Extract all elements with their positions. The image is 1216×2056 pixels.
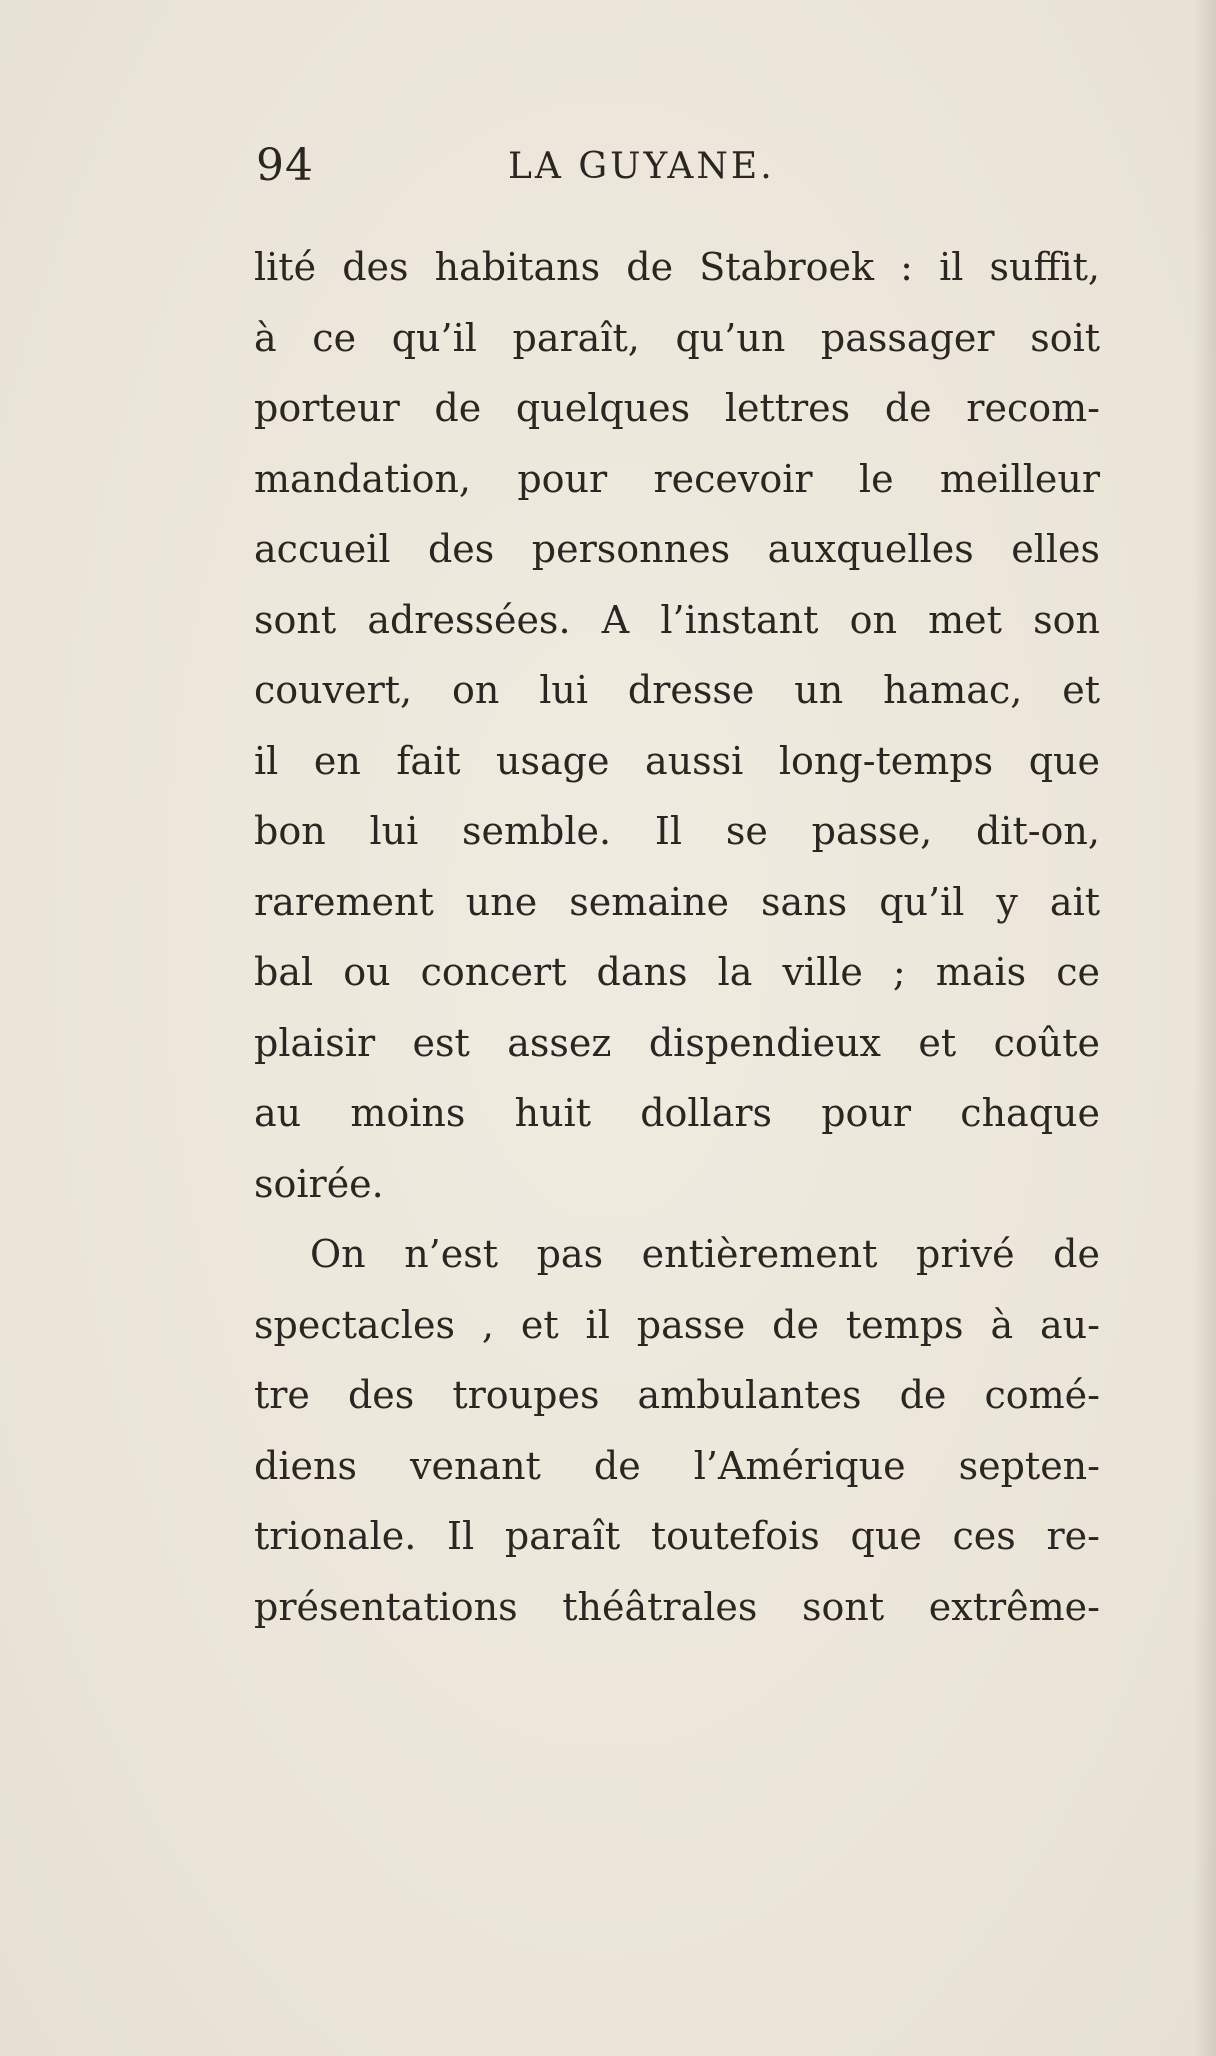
running-title: LA GUYANE. [508, 146, 775, 187]
text-line: au moins huit dollars pour chaque [254, 1091, 1100, 1135]
text-line: porteur de quelques lettres de recom- [254, 386, 1100, 430]
text-line: lité des habitans de Stabroek : il suffit, [254, 245, 1100, 289]
text-line: présentations théâtrales sont extrême- [254, 1584, 1100, 1629]
text-line: diens venant de l’Amérique septen- [254, 1443, 1100, 1488]
text-line-paragraph-end: soirée. [254, 1161, 384, 1206]
page-number: 94 [256, 140, 314, 191]
text-line: mandation, pour recevoir le meilleur [254, 456, 1100, 501]
text-line: accueil des personnes auxquelles elles [254, 527, 1100, 571]
page-gutter-shadow [1194, 0, 1216, 2056]
text-line: sont adressées. A l’instant on met son [254, 597, 1100, 642]
text-line-paragraph-start: On n’est pas entièrement privé de [310, 1232, 1100, 1276]
text-line: il en fait usage aussi long-temps que [254, 738, 1100, 783]
text-line: bal ou concert dans la ville ; mais ce [254, 950, 1100, 994]
text-line: couvert, on lui dresse un hamac, et [254, 668, 1100, 712]
page-header [256, 140, 1096, 210]
text-line: trionale. Il paraît toutefois que ces re- [254, 1514, 1100, 1558]
text-line: plaisir est assez dispendieux et coûte [254, 1020, 1100, 1065]
body-text [254, 232, 1100, 1642]
text-line: tre des troupes ambulantes de comé- [254, 1373, 1100, 1417]
text-line: spectacles , et il passe de temps à au- [254, 1302, 1100, 1347]
text-line: à ce qu’il paraît, qu’un passager soit [254, 315, 1100, 360]
text-line: bon lui semble. Il se passe, dit-on, [254, 809, 1100, 853]
text-line: rarement une semaine sans qu’il y ait [254, 879, 1100, 924]
